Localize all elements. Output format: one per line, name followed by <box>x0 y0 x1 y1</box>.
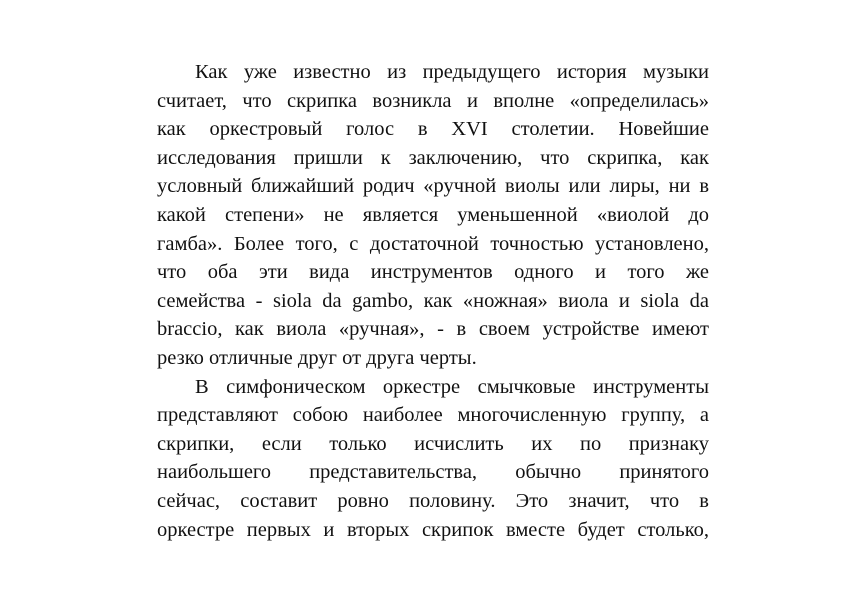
text-line: резко отличные друг от друга черты. <box>157 346 477 369</box>
text-line: В симфоническом оркестре смычковые инструменты <box>195 375 709 398</box>
text-line: оркестре первых и вторых скрипок вместе будет столько, <box>157 518 709 541</box>
text-line: сейчас, составит ровно половину. Это значит, что в <box>157 489 709 512</box>
paragraph-2 <box>157 373 709 545</box>
text-line: Как уже известно из предыдущего история музыки <box>195 61 709 83</box>
paragraph-1 <box>157 58 709 373</box>
text-line: гамба». Более того, с достаточной точностью установлено, <box>157 232 709 255</box>
text-line: семейства - siola da gambo, как «ножная» виола и siola da <box>157 289 709 312</box>
text-line: считает, что скрипка возникла и вполне «определилась» <box>157 89 709 112</box>
text-line: что оба эти вида инструментов одного и того же <box>157 261 709 284</box>
text-line: исследования пришли к заключению, что скрипка, как <box>157 146 709 169</box>
text-line: как оркестровый голос в XVI столетии. Новейшие <box>157 118 709 141</box>
text-line: скрипки, если только исчислить их по признаку <box>157 432 709 455</box>
body-text <box>157 58 709 544</box>
text-line: условный ближайший родич «ручной виолы или лиры, ни в <box>157 175 709 198</box>
text-line: какой степени» не является уменьшенной «виолой до <box>157 203 709 226</box>
text-line: представляют собою наиболее многочисленную группу, а <box>157 404 709 427</box>
text-line: braccio, как виола «ручная», - в своем устройстве имеют <box>157 318 709 341</box>
text-line: наибольшего представительства, обычно принятого <box>157 461 709 484</box>
